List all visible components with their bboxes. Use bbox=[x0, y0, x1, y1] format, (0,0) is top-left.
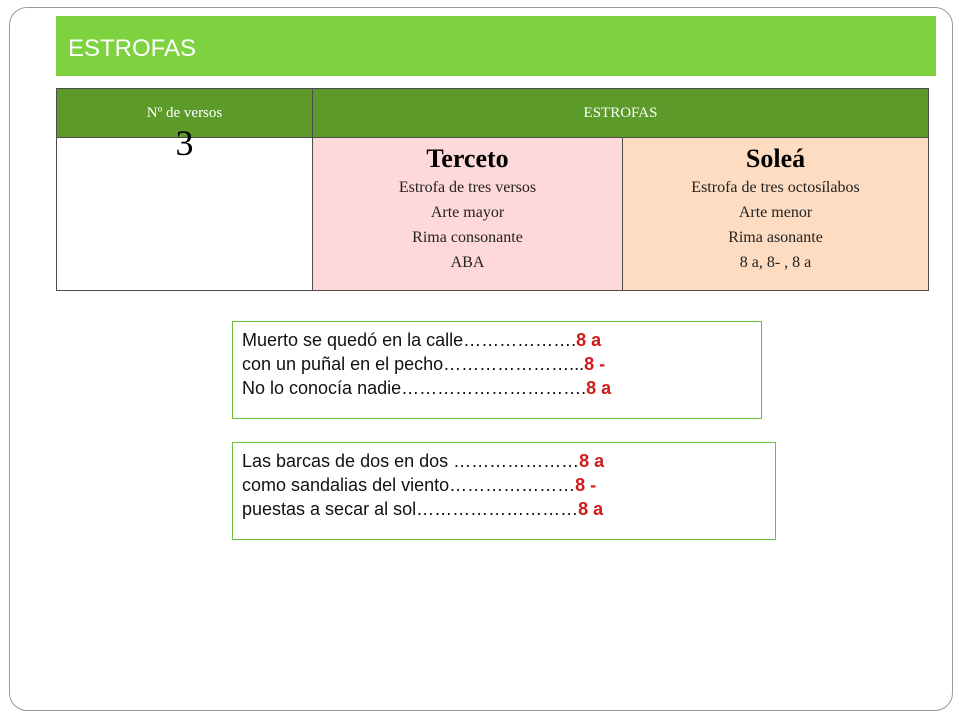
terceto-cell bbox=[313, 138, 623, 291]
verse-meter: 8 a bbox=[578, 499, 604, 519]
verse-text: puestas a secar al sol……………………… bbox=[242, 499, 579, 519]
terceto-line: Rima consonante bbox=[412, 229, 523, 246]
solea-line: 8 a, 8- , 8 a bbox=[739, 254, 812, 271]
verse-meter: 8 a bbox=[576, 330, 602, 350]
header-strophes: ESTROFAS bbox=[313, 89, 929, 138]
solea-name: Soleá bbox=[745, 144, 806, 173]
solea-line: Estrofa de tres octosílabos bbox=[691, 179, 860, 196]
terceto-line: Estrofa de tres versos bbox=[398, 179, 537, 196]
solea-line: Rima asonante bbox=[728, 229, 823, 246]
verse-text: como sandalias del viento………………… bbox=[242, 475, 576, 495]
terceto-line: Arte mayor bbox=[430, 204, 505, 221]
slide-title: ESTROFAS bbox=[68, 35, 197, 62]
verse-meter: 8 - bbox=[584, 354, 606, 374]
example-verse bbox=[242, 328, 761, 352]
example-box-2 bbox=[232, 442, 776, 540]
verse-meter: 8 - bbox=[575, 475, 597, 495]
verse-meter: 8 a bbox=[579, 451, 605, 471]
strophe-table bbox=[56, 88, 929, 291]
verse-meter: 8 a bbox=[586, 378, 612, 398]
verse-count-cell bbox=[57, 123, 313, 291]
header-verse-count: Nº de versos bbox=[57, 89, 313, 138]
example-verse bbox=[242, 473, 775, 497]
solea-cell bbox=[623, 138, 929, 291]
terceto-name: Terceto bbox=[426, 144, 509, 173]
example-verse bbox=[242, 449, 775, 473]
example-verse bbox=[242, 497, 775, 521]
verse-count: 3 bbox=[175, 123, 194, 163]
verse-text: Muerto se quedó en la calle………………. bbox=[242, 330, 577, 350]
verse-text: Las barcas de dos en dos ………………… bbox=[242, 451, 580, 471]
table-row bbox=[57, 138, 929, 291]
example-verse bbox=[242, 352, 761, 376]
example-verse bbox=[242, 376, 761, 400]
solea-line: Arte menor bbox=[738, 204, 813, 221]
verse-text: con un puñal en el pecho…………………... bbox=[242, 354, 585, 374]
example-box-1 bbox=[232, 321, 762, 419]
verse-text: No lo conocía nadie…………………………. bbox=[242, 378, 587, 398]
terceto-line: ABA bbox=[450, 254, 485, 271]
title-bar bbox=[56, 16, 936, 76]
